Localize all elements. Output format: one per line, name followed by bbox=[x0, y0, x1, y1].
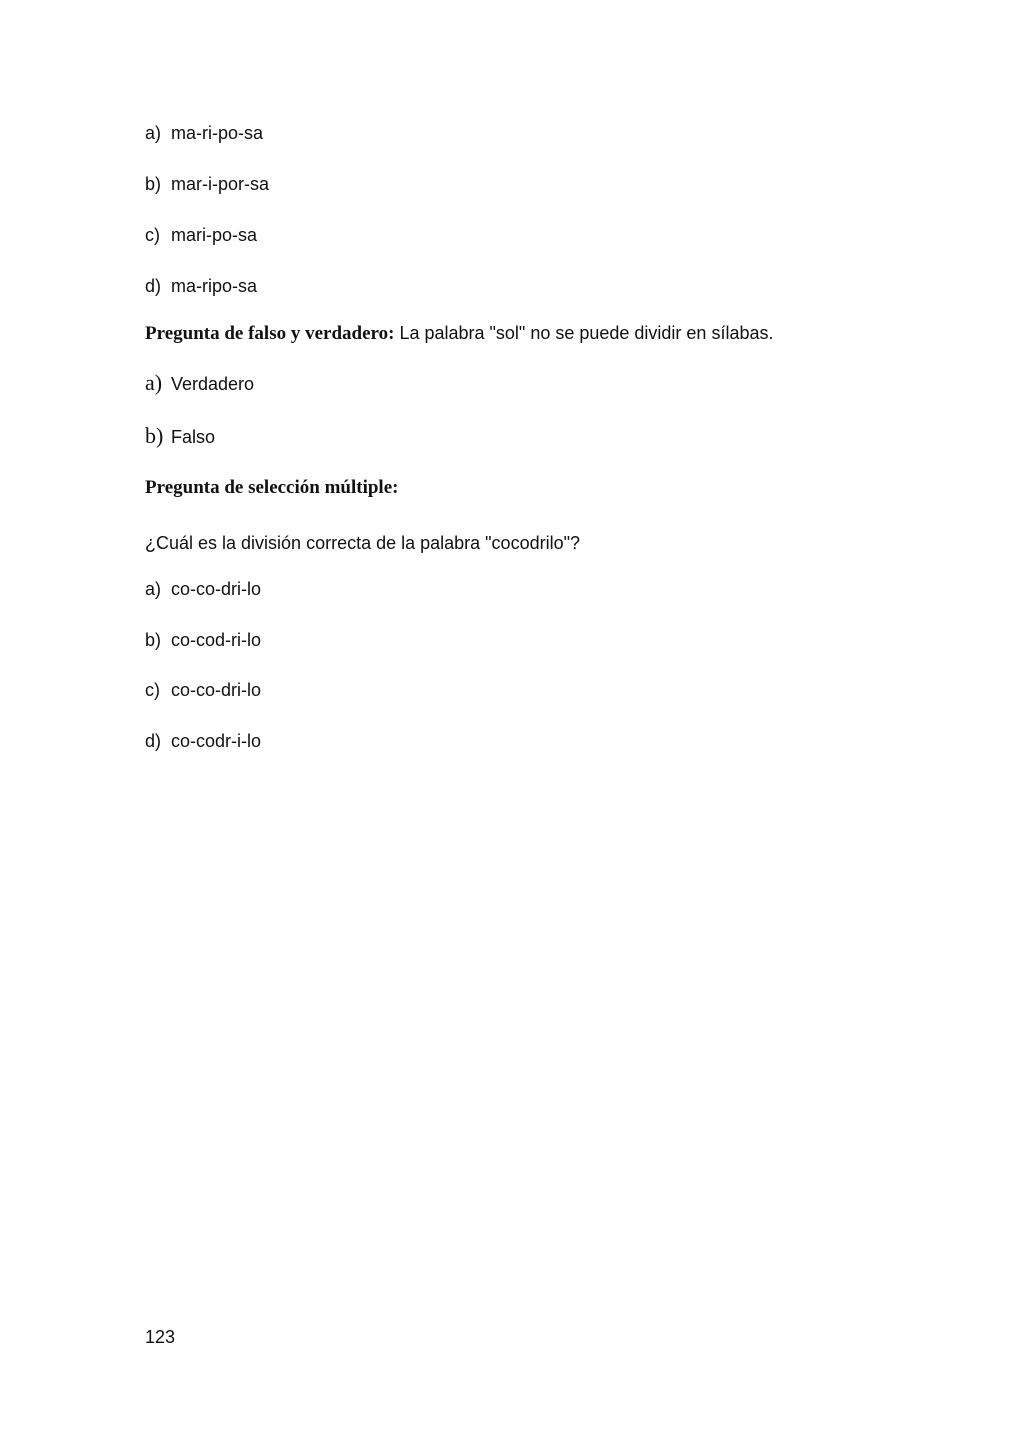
option-text: co-codr-i-lo bbox=[171, 731, 262, 751]
option-text: mar-i-por-sa bbox=[171, 174, 270, 194]
option-letter: b) bbox=[145, 174, 162, 194]
option-a bbox=[145, 122, 263, 144]
option-text: co-co-dri-lo bbox=[171, 579, 262, 599]
page-number: 123 bbox=[145, 1327, 176, 1347]
option-text: mari-po-sa bbox=[171, 225, 258, 245]
true-false-option-b bbox=[145, 425, 215, 448]
mc-option-c bbox=[145, 679, 261, 701]
true-false-statement: La palabra "sol" no se puede dividir en sílabas. bbox=[394, 323, 774, 343]
mc-option-d bbox=[145, 730, 261, 752]
option-text: ma-ripo-sa bbox=[171, 276, 258, 296]
true-false-option-a bbox=[145, 372, 254, 395]
option-letter: d) bbox=[145, 731, 162, 751]
option-letter: a) bbox=[145, 579, 162, 599]
option-letter: c) bbox=[145, 680, 160, 700]
option-letter: b) bbox=[145, 423, 164, 448]
option-c bbox=[145, 224, 257, 246]
option-letter: d) bbox=[145, 276, 162, 296]
option-letter: a) bbox=[145, 123, 162, 143]
option-text: Verdadero bbox=[171, 374, 255, 394]
option-text: ma-ri-po-sa bbox=[171, 123, 264, 143]
mc-option-a bbox=[145, 578, 261, 600]
option-text: co-cod-ri-lo bbox=[171, 630, 262, 650]
multiple-choice-heading: Pregunta de selección múltiple: bbox=[145, 477, 399, 498]
multiple-choice-question: ¿Cuál es la división correcta de la palabra "cocodrilo"? bbox=[145, 533, 580, 553]
option-letter: a) bbox=[145, 370, 163, 395]
option-d bbox=[145, 275, 257, 297]
mc-option-b bbox=[145, 629, 261, 651]
option-letter: b) bbox=[145, 630, 162, 650]
option-text: co-co-dri-lo bbox=[171, 680, 262, 700]
option-text: Falso bbox=[171, 427, 216, 447]
option-letter: c) bbox=[145, 225, 160, 245]
true-false-heading: Pregunta de falso y verdadero: bbox=[145, 323, 395, 344]
option-b bbox=[145, 173, 269, 195]
true-false-question bbox=[145, 322, 773, 345]
